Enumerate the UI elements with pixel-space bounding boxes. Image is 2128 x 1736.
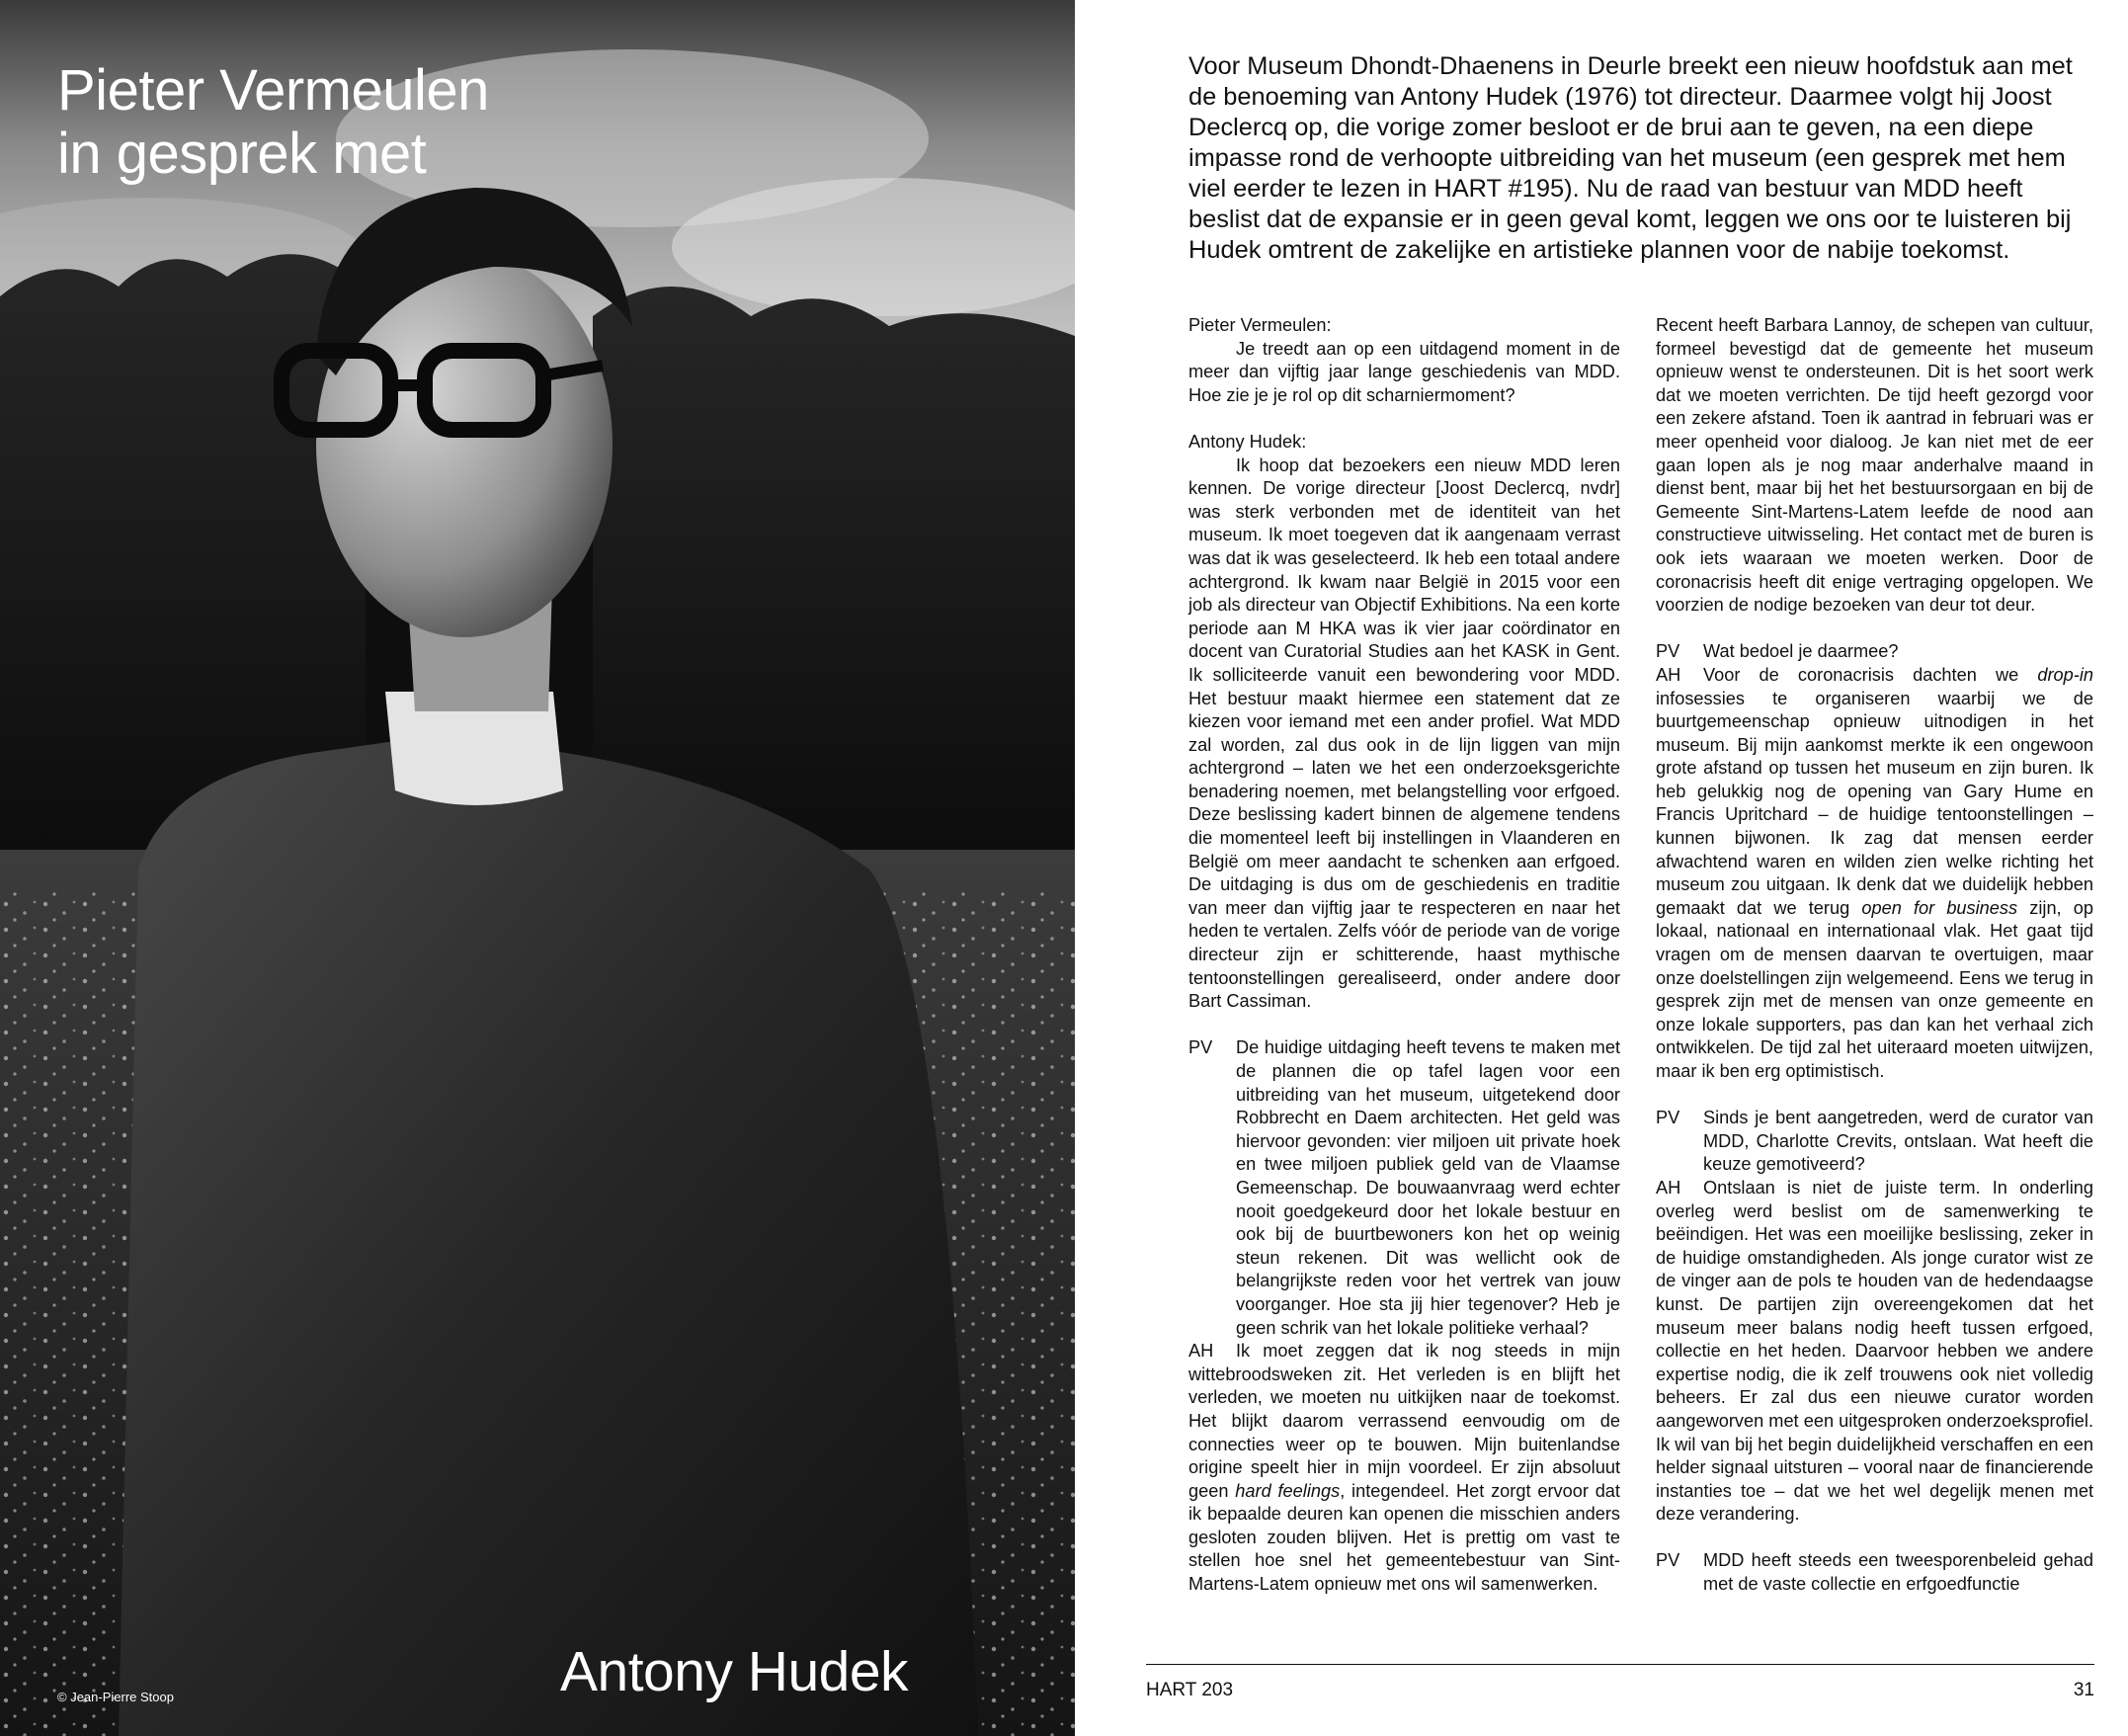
answer-3-emphasis-a: drop-in — [2037, 664, 2094, 685]
qa-question-4 — [1656, 1107, 2093, 1177]
question-5: MDD heeft steeds een tweesporenbeleid gehad met de vaste collectie en erfgoedfunctie — [1703, 1550, 2093, 1595]
qa-question-3 — [1656, 640, 2093, 664]
page-number: 31 — [2073, 1680, 2094, 1700]
photo-credit: © Jean-Pierre Stoop — [57, 1690, 174, 1704]
qa-question-5 — [1656, 1549, 2093, 1596]
answer-4-text: Ontslaan is niet de juiste term. In onderling overleg werd beslist om de samenwerking te beëindigen. Het was een moeilijke beslissing, zeker in de huidige omstandigheden. Als jonge curator wist ze de vinger aan de pols te houden van de hedendaagse kunst. De partijen zijn overeengekomen dat het museum meer balans nodig heeft tussen erfgoed, collectie en het heden. Daarvoor hebben we andere expertise nodig, die ik zelf trouwens ook niet volledig beheers. Er zal dus een nieuwe curator worden aangeworven met een uitgesproken onderzoeksprofiel. Ik wil van bij het begin duidelijkheid verschaffen en een helder signaal uitsturen – vooral naar de financierende instanties toe – dat we het wel degelijk menen met deze verandering. — [1656, 1177, 2093, 1525]
question-1: Je treedt aan op een uitdagend moment in de meer dan vijftig jaar lange geschiedenis van MDD. Hoe zie je je rol op dit scharniermoment? — [1188, 338, 1620, 405]
question-3: Wat bedoel je daarmee? — [1703, 641, 1899, 662]
intro-paragraph: Voor Museum Dhondt-Dhaenens in Deurle breekt een nieuw hoofdstuk aan met de benoeming van Antony Hudek (1976) tot directeur. Daarmee volgt hij Joost Declercq op, die vorige zomer besloot er de brui aan te geven, na een diepe impasse rond de verhoopte uitbreiding van het museum (een gesprek met hem viel eerder te lezen in HART #195). Nu de raad van bestuur van MDD heeft beslist dat de expansie er in geen geval komt, leggen we ons oor te luisteren bij Hudek omtrent de zakelijke en artistieke plannen voor de nabije toekomst. — [1188, 52, 2073, 264]
answer-3-text-c: zijn, op lokaal, nationaal en internationaal vlak. Het gaat tijd vragen om de mensen daarvan te overtuigen, maar onze doelstellingen zijn welgemeend. Eens we terug in gesprek zijn met de mensen van onze gemeente en onze lokale supporters, pas dan kan het verhaal zich ontwikkelen. De tijd zal het uiteraard moeten uitwijzen, maar ik ben erg optimistisch. — [1656, 897, 2093, 1081]
question-4: Sinds je bent aangetreden, werd de curator van MDD, Charlotte Crevits, ontslaan. Wat heeft die keuze gemotiveerd? — [1703, 1108, 2093, 1175]
text-column-left — [1188, 314, 1620, 1597]
qa-answer-2 — [1188, 1340, 1620, 1597]
footer-divider — [1146, 1664, 2094, 1665]
qa-question-2 — [1188, 1036, 1620, 1340]
answer-2-emphasis: hard feelings — [1235, 1480, 1341, 1501]
answer-3-text-a: Voor de coronacrisis dachten we — [1703, 664, 2019, 685]
question-2: De huidige uitdaging heeft tevens te maken met de plannen die op tafel lagen voor een uitbreiding van het museum, uitgetekend door Robbrecht en Daem architecten. Het geld was hiervoor gevonden: vier miljoen uit private hoek en twee miljoen publiek geld van de Vlaamse Gemeenschap. De bouwaanvraag werd echter nooit goedgekeurd door het lokale bestuur en ook bij de buurtbewoners kon het op weinig steun rekenen. Dit was wellicht ook de belangrijkste reden voor het vertrek van jouw voorganger. Hoe sta jij hier tegenover? Heb je geen schrik van het lokale politieke verhaal? — [1236, 1037, 1620, 1338]
headline — [57, 59, 489, 186]
speaker-tag-pv: PV — [1656, 1108, 1680, 1128]
speaker-tag-pv: PV — [1656, 1550, 1680, 1571]
headline-line-1: Pieter Vermeulen — [57, 58, 489, 123]
answer-3-emphasis-b: open for business — [1861, 897, 2018, 918]
subject-name: Antony Hudek — [560, 1640, 909, 1703]
speaker-label-ah: Antony Hudek: — [1188, 431, 1307, 452]
answer-2-continued: Recent heeft Barbara Lannoy, de schepen van cultuur, formeel bevestigd dat de gemeente het museum opnieuw wenst te ondersteunen. Dit is het soort werk dat we moeten verrichten. De tijd heeft gezorgd voor een zekere afstand. Toen ik aantrad in februari was er meer openheid voor dialoog. Je kan niet met de eer gaan lopen als je nog maar anderhalve maand in dienst bent, maar bij het het bestuursorgaan en bij de Gemeente Sint-Martens-Latem leefde de nood aan constructieve uitwisseling. Het contact met de buren is ook iets waaraan we moeten werken. Door de coronacrisis heeft dit enige vertraging opgelopen. We voorzien de nodige bezoeken van deur tot deur. — [1656, 315, 2093, 616]
answer-2 — [1188, 1340, 1620, 1597]
answer-4 — [1656, 1177, 2093, 1527]
speaker-tag-pv: PV — [1656, 641, 1680, 662]
footer-magazine: HART 203 — [1146, 1680, 1234, 1700]
speaker-tag-ah: AH — [1656, 664, 1681, 685]
answer-2-text-a: Ik moet zeggen dat ik nog steeds in mijn wittebroodsweken zit. Het verleden is en blijft het verleden, we moeten nu uitkijken naar de toekomst. Het blijkt daarom verrassend eenvoudig om de connecties weer op te bouwen. Mijn buitenlandse origine speelt hier in mijn voordeel. Er zijn absoluut geen — [1188, 1341, 1620, 1501]
speaker-tag-pv: PV — [1188, 1037, 1213, 1058]
answer-1: Ik hoop dat bezoekers een nieuw MDD leren kennen. De vorige directeur [Joost Declercq, nvdr] was sterk verbonden met de identiteit van het museum. Ik moet toegeven dat ik aangenaam verrast was dat ik was geselecteerd. Ik heb een totaal andere achtergrond. Ik kwam naar België in 2015 voor een job als directeur van Objectif Exhibitions. Na een korte periode aan M HKA was ik vier jaar coördinator en docent van Curatorial Studies aan het KASK in Gent. Ik solliciteerde vanuit een bewondering voor MDD. Het bestuur maakt hiermee een statement dat ze kiezen voor iemand met een ander profiel. Wat MDD zal worden, zal dus ook in de lijn liggen van mijn achtergrond – laten we het een onderzoeksgerichte benadering noemen, met belangstelling voor erfgoed. Deze beslissing kadert binnen de algemene tendens die momenteel leeft bij instellingen in Vlaanderen en België om meer aandacht te schenken aan erfgoed. De uitdaging is dus om de geschiedenis en traditie van meer dan vijftig jaar te respecteren en naar het heden te vertalen. Zelfs vóór de periode van de vorige directeur zijn er schitterende, haast mythische tentoonstellingen gerealiseerd, onder andere door Bart Cassiman. — [1188, 455, 1620, 1012]
headline-line-2: in gesprek met — [57, 122, 427, 186]
answer-3-text-b: infosessies te organiseren waarbij we de buurtgemeenschap opnieuw uitnodigen in het museum. Bij mijn aankomst merkte ik een ongewoon grote afstand op tussen het museum en zijn buren. Ik heb gelukkig nog de opening van Gary Hume en Francis Upritchard – de huidige tentoonstellingen – kunnen bijwonen. Ik zag dat mensen eerder afwachtend waren en wilden zien welke richting het museum zou uitgaan. Ik denk dat we duidelijk hebben gemaakt dat we terug — [1656, 688, 2093, 918]
answer-3 — [1656, 664, 2093, 1084]
speaker-tag-ah: AH — [1656, 1177, 1681, 1198]
answer-2-text-b: , integendeel. Het zorgt ervoor dat ik bepaalde deuren kan openen die misschien anders gesloten zouden blijven. Het is prettig om vast te stellen hoe snel het gemeentebestuur van Sint-Martens-Latem opnieuw met ons wil samenwerken. — [1188, 1480, 1620, 1595]
text-column-right — [1656, 314, 2093, 1597]
speaker-label-pv: Pieter Vermeulen: — [1188, 315, 1332, 335]
speaker-tag-ah: AH — [1188, 1341, 1214, 1362]
